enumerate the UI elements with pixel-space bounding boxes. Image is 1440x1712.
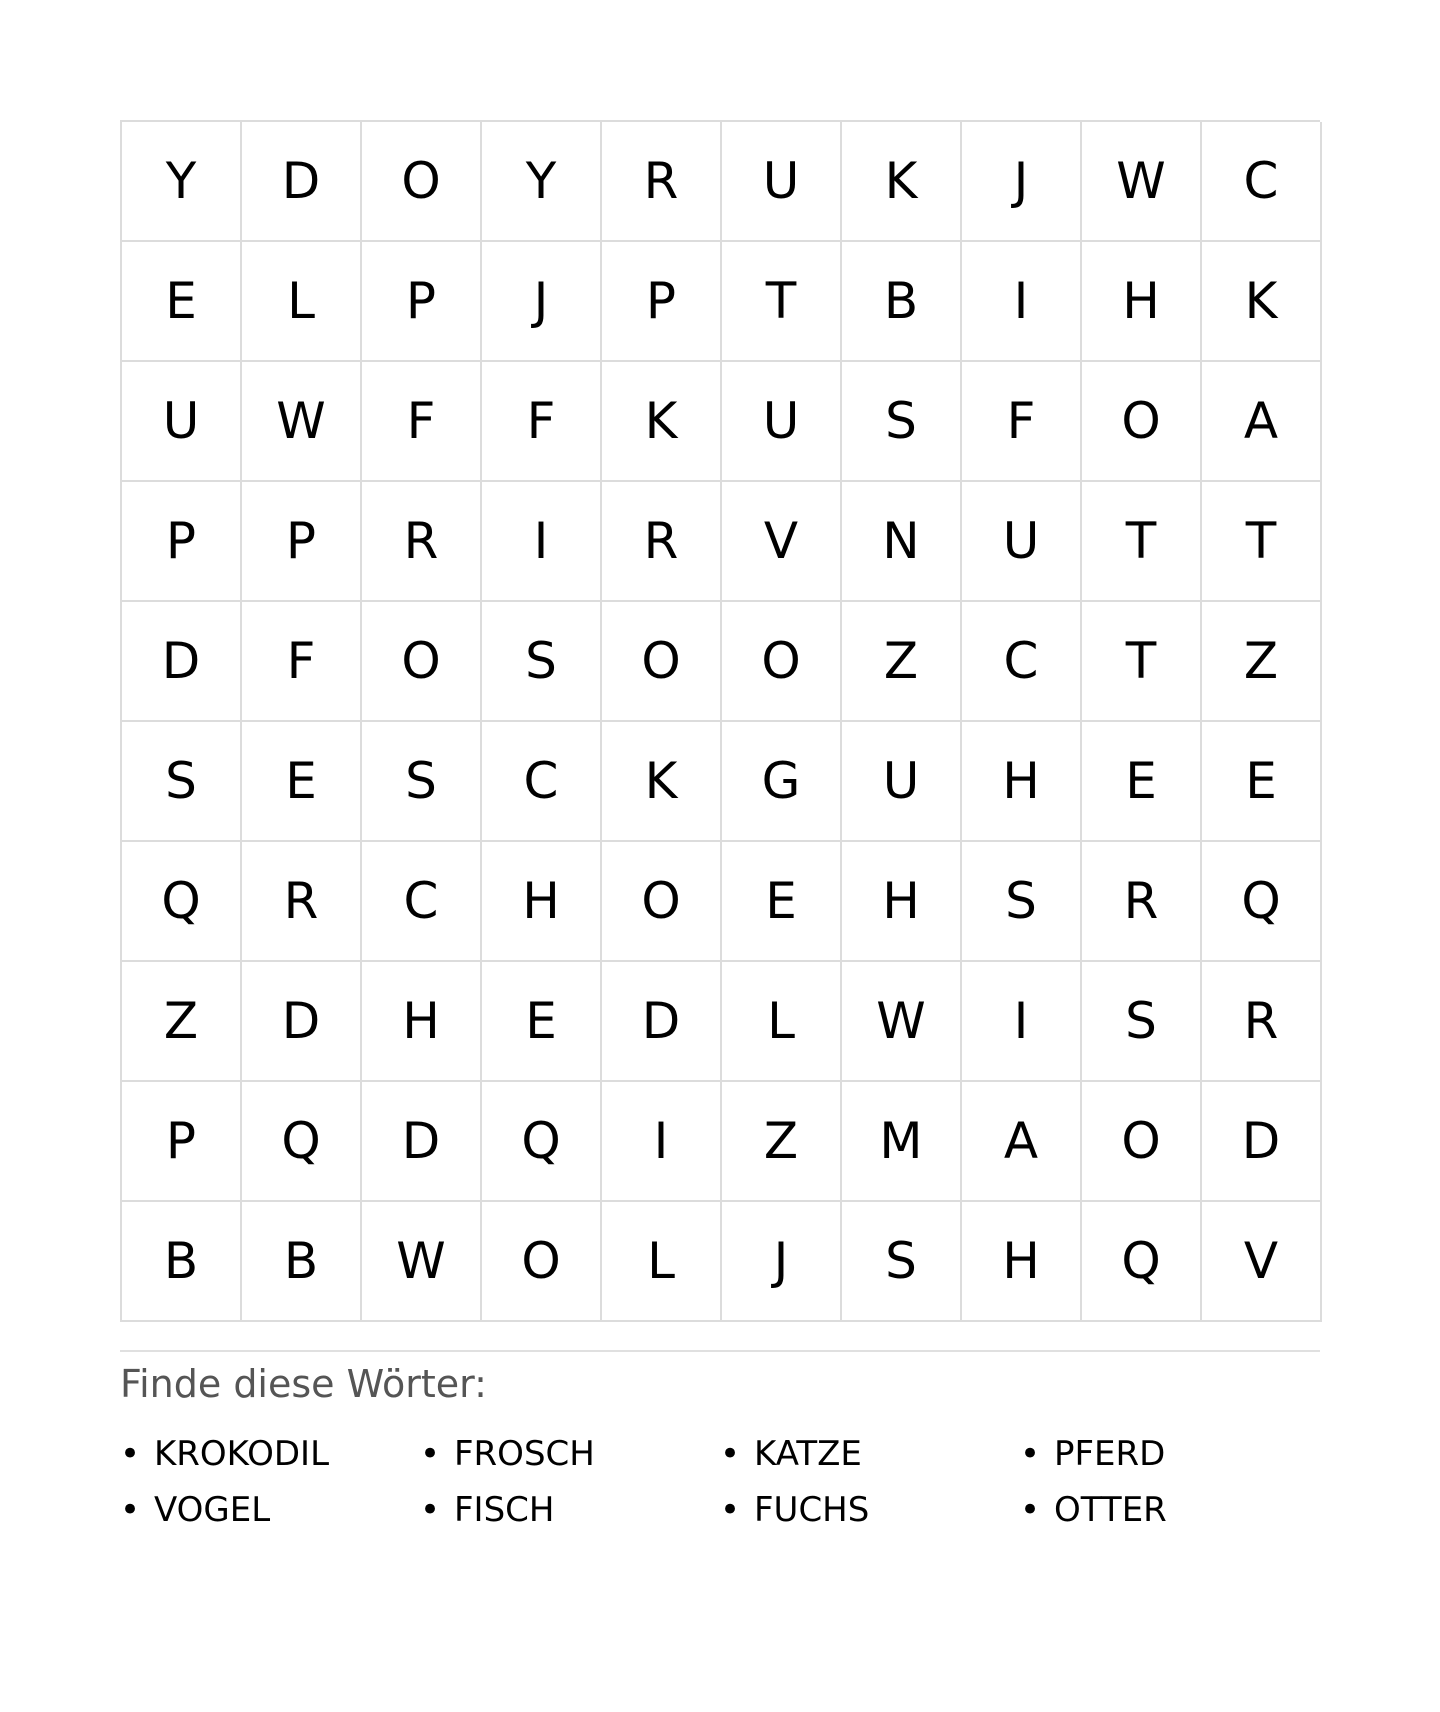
grid-cell[interactable]: O [362, 122, 482, 242]
bullet-icon: • [720, 1489, 741, 1530]
grid-cell[interactable]: L [722, 962, 842, 1082]
grid-cell[interactable]: O [482, 1202, 602, 1322]
grid-cell[interactable]: I [602, 1082, 722, 1202]
grid-cell[interactable]: J [722, 1202, 842, 1322]
grid-cell[interactable]: Z [1202, 602, 1322, 722]
grid-cell[interactable]: E [122, 242, 242, 362]
grid-cell[interactable]: J [962, 122, 1082, 242]
grid-cell[interactable]: O [722, 602, 842, 722]
grid-cell[interactable]: W [842, 962, 962, 1082]
grid-cell[interactable]: V [722, 482, 842, 602]
grid-cell[interactable]: U [722, 122, 842, 242]
grid-cell[interactable]: H [962, 722, 1082, 842]
grid-cell[interactable]: R [602, 122, 722, 242]
grid-cell[interactable]: Y [122, 122, 242, 242]
grid-cell[interactable]: O [1082, 1082, 1202, 1202]
grid-cell[interactable]: K [842, 122, 962, 242]
grid-cell[interactable]: D [242, 122, 362, 242]
grid-cell[interactable]: S [842, 1202, 962, 1322]
bullet-icon: • [1020, 1489, 1041, 1530]
grid-cell[interactable]: H [962, 1202, 1082, 1322]
word-label: FUCHS [754, 1489, 870, 1530]
grid-cell[interactable]: U [962, 482, 1082, 602]
grid-cell[interactable]: H [482, 842, 602, 962]
bullet-icon: • [420, 1433, 441, 1474]
grid-cell[interactable]: O [602, 842, 722, 962]
word-list-item [720, 1482, 1020, 1538]
word-list-item [1020, 1482, 1320, 1538]
grid-cell[interactable]: Q [1202, 842, 1322, 962]
grid-cell[interactable]: U [122, 362, 242, 482]
grid-cell[interactable]: R [1202, 962, 1322, 1082]
grid-cell[interactable]: D [242, 962, 362, 1082]
grid-cell[interactable]: Y [482, 122, 602, 242]
grid-cell[interactable]: C [482, 722, 602, 842]
grid-cell[interactable]: Z [722, 1082, 842, 1202]
grid-cell[interactable]: K [602, 722, 722, 842]
grid-cell[interactable]: S [962, 842, 1082, 962]
grid-cell[interactable]: E [482, 962, 602, 1082]
grid-cell[interactable]: P [122, 482, 242, 602]
grid-cell[interactable]: W [1082, 122, 1202, 242]
grid-cell[interactable]: R [362, 482, 482, 602]
grid-cell[interactable]: F [242, 602, 362, 722]
word-list-item [1020, 1426, 1320, 1482]
grid-cell[interactable]: N [842, 482, 962, 602]
grid-cell[interactable]: W [362, 1202, 482, 1322]
word-list-item [120, 1482, 420, 1538]
grid-cell[interactable]: S [1082, 962, 1202, 1082]
bullet-icon: • [420, 1489, 441, 1530]
grid-cell[interactable]: I [482, 482, 602, 602]
grid-cell[interactable]: D [122, 602, 242, 722]
grid-cell[interactable]: H [842, 842, 962, 962]
grid-cell[interactable]: B [242, 1202, 362, 1322]
grid-cell[interactable]: B [122, 1202, 242, 1322]
grid-cell[interactable]: K [602, 362, 722, 482]
grid-cell[interactable]: F [362, 362, 482, 482]
grid-cell[interactable]: W [242, 362, 362, 482]
word-list-item [420, 1426, 720, 1482]
grid-cell[interactable]: E [722, 842, 842, 962]
grid-cell[interactable]: L [242, 242, 362, 362]
bullet-icon: • [1020, 1433, 1041, 1474]
bullet-icon: • [720, 1433, 741, 1474]
word-label: KATZE [754, 1433, 862, 1474]
grid-cell[interactable]: T [722, 242, 842, 362]
grid-cell[interactable]: C [362, 842, 482, 962]
word-list-item [720, 1426, 1020, 1482]
grid-cell[interactable]: P [242, 482, 362, 602]
grid-cell[interactable]: R [1082, 842, 1202, 962]
word-label: PFERD [1054, 1433, 1166, 1474]
bullet-icon: • [120, 1489, 141, 1530]
grid-cell[interactable]: F [482, 362, 602, 482]
grid-cell[interactable]: C [962, 602, 1082, 722]
grid-cell[interactable]: O [362, 602, 482, 722]
grid-cell[interactable]: T [1082, 482, 1202, 602]
grid-cell[interactable]: H [1082, 242, 1202, 362]
instruction-text: Finde diese Wörter: [120, 1362, 487, 1406]
grid-cell[interactable]: L [602, 1202, 722, 1322]
grid-cell[interactable]: A [962, 1082, 1082, 1202]
letter-grid [120, 120, 1320, 1322]
grid-cell[interactable]: K [1202, 242, 1322, 362]
divider [120, 1350, 1320, 1352]
grid-cell[interactable]: B [842, 242, 962, 362]
grid-cell[interactable]: O [1082, 362, 1202, 482]
grid-cell[interactable]: E [1202, 722, 1322, 842]
grid-cell[interactable]: S [122, 722, 242, 842]
word-label: FROSCH [454, 1433, 595, 1474]
grid-cell[interactable]: R [242, 842, 362, 962]
grid-cell[interactable]: S [362, 722, 482, 842]
grid-cell[interactable]: R [602, 482, 722, 602]
grid-cell[interactable]: I [962, 962, 1082, 1082]
grid-cell[interactable]: Q [1082, 1202, 1202, 1322]
word-label: FISCH [454, 1489, 555, 1530]
grid-cell[interactable]: D [1202, 1082, 1322, 1202]
grid-cell[interactable]: G [722, 722, 842, 842]
grid-cell[interactable]: F [962, 362, 1082, 482]
grid-cell[interactable]: P [602, 242, 722, 362]
grid-cell[interactable]: T [1082, 602, 1202, 722]
grid-cell[interactable]: D [362, 1082, 482, 1202]
grid-cell[interactable]: J [482, 242, 602, 362]
grid-cell[interactable]: M [842, 1082, 962, 1202]
grid-cell[interactable]: C [1202, 122, 1322, 242]
grid-cell[interactable]: T [1202, 482, 1322, 602]
grid-cell[interactable]: V [1202, 1202, 1322, 1322]
word-label: KROKODIL [154, 1433, 330, 1474]
grid-cell[interactable]: U [722, 362, 842, 482]
grid-cell[interactable]: S [842, 362, 962, 482]
grid-cell[interactable]: Z [122, 962, 242, 1082]
grid-cell[interactable]: U [842, 722, 962, 842]
bullet-icon: • [120, 1433, 141, 1474]
grid-cell[interactable]: I [962, 242, 1082, 362]
grid-cell[interactable]: Q [242, 1082, 362, 1202]
word-list-item [120, 1426, 420, 1482]
grid-cell[interactable]: E [1082, 722, 1202, 842]
word-list-item [420, 1482, 720, 1538]
grid-cell[interactable]: A [1202, 362, 1322, 482]
word-label: OTTER [1054, 1489, 1167, 1530]
grid-cell[interactable]: D [602, 962, 722, 1082]
grid-cell[interactable]: S [482, 602, 602, 722]
grid-cell[interactable]: O [602, 602, 722, 722]
grid-cell[interactable]: H [362, 962, 482, 1082]
grid-cell[interactable]: E [242, 722, 362, 842]
word-label: VOGEL [154, 1489, 271, 1530]
word-list [120, 1426, 1320, 1538]
grid-cell[interactable]: P [362, 242, 482, 362]
grid-cell[interactable]: P [122, 1082, 242, 1202]
grid-cell[interactable]: Q [482, 1082, 602, 1202]
grid-cell[interactable]: Z [842, 602, 962, 722]
grid-cell[interactable]: Q [122, 842, 242, 962]
word-search-puzzle [120, 120, 1320, 1538]
